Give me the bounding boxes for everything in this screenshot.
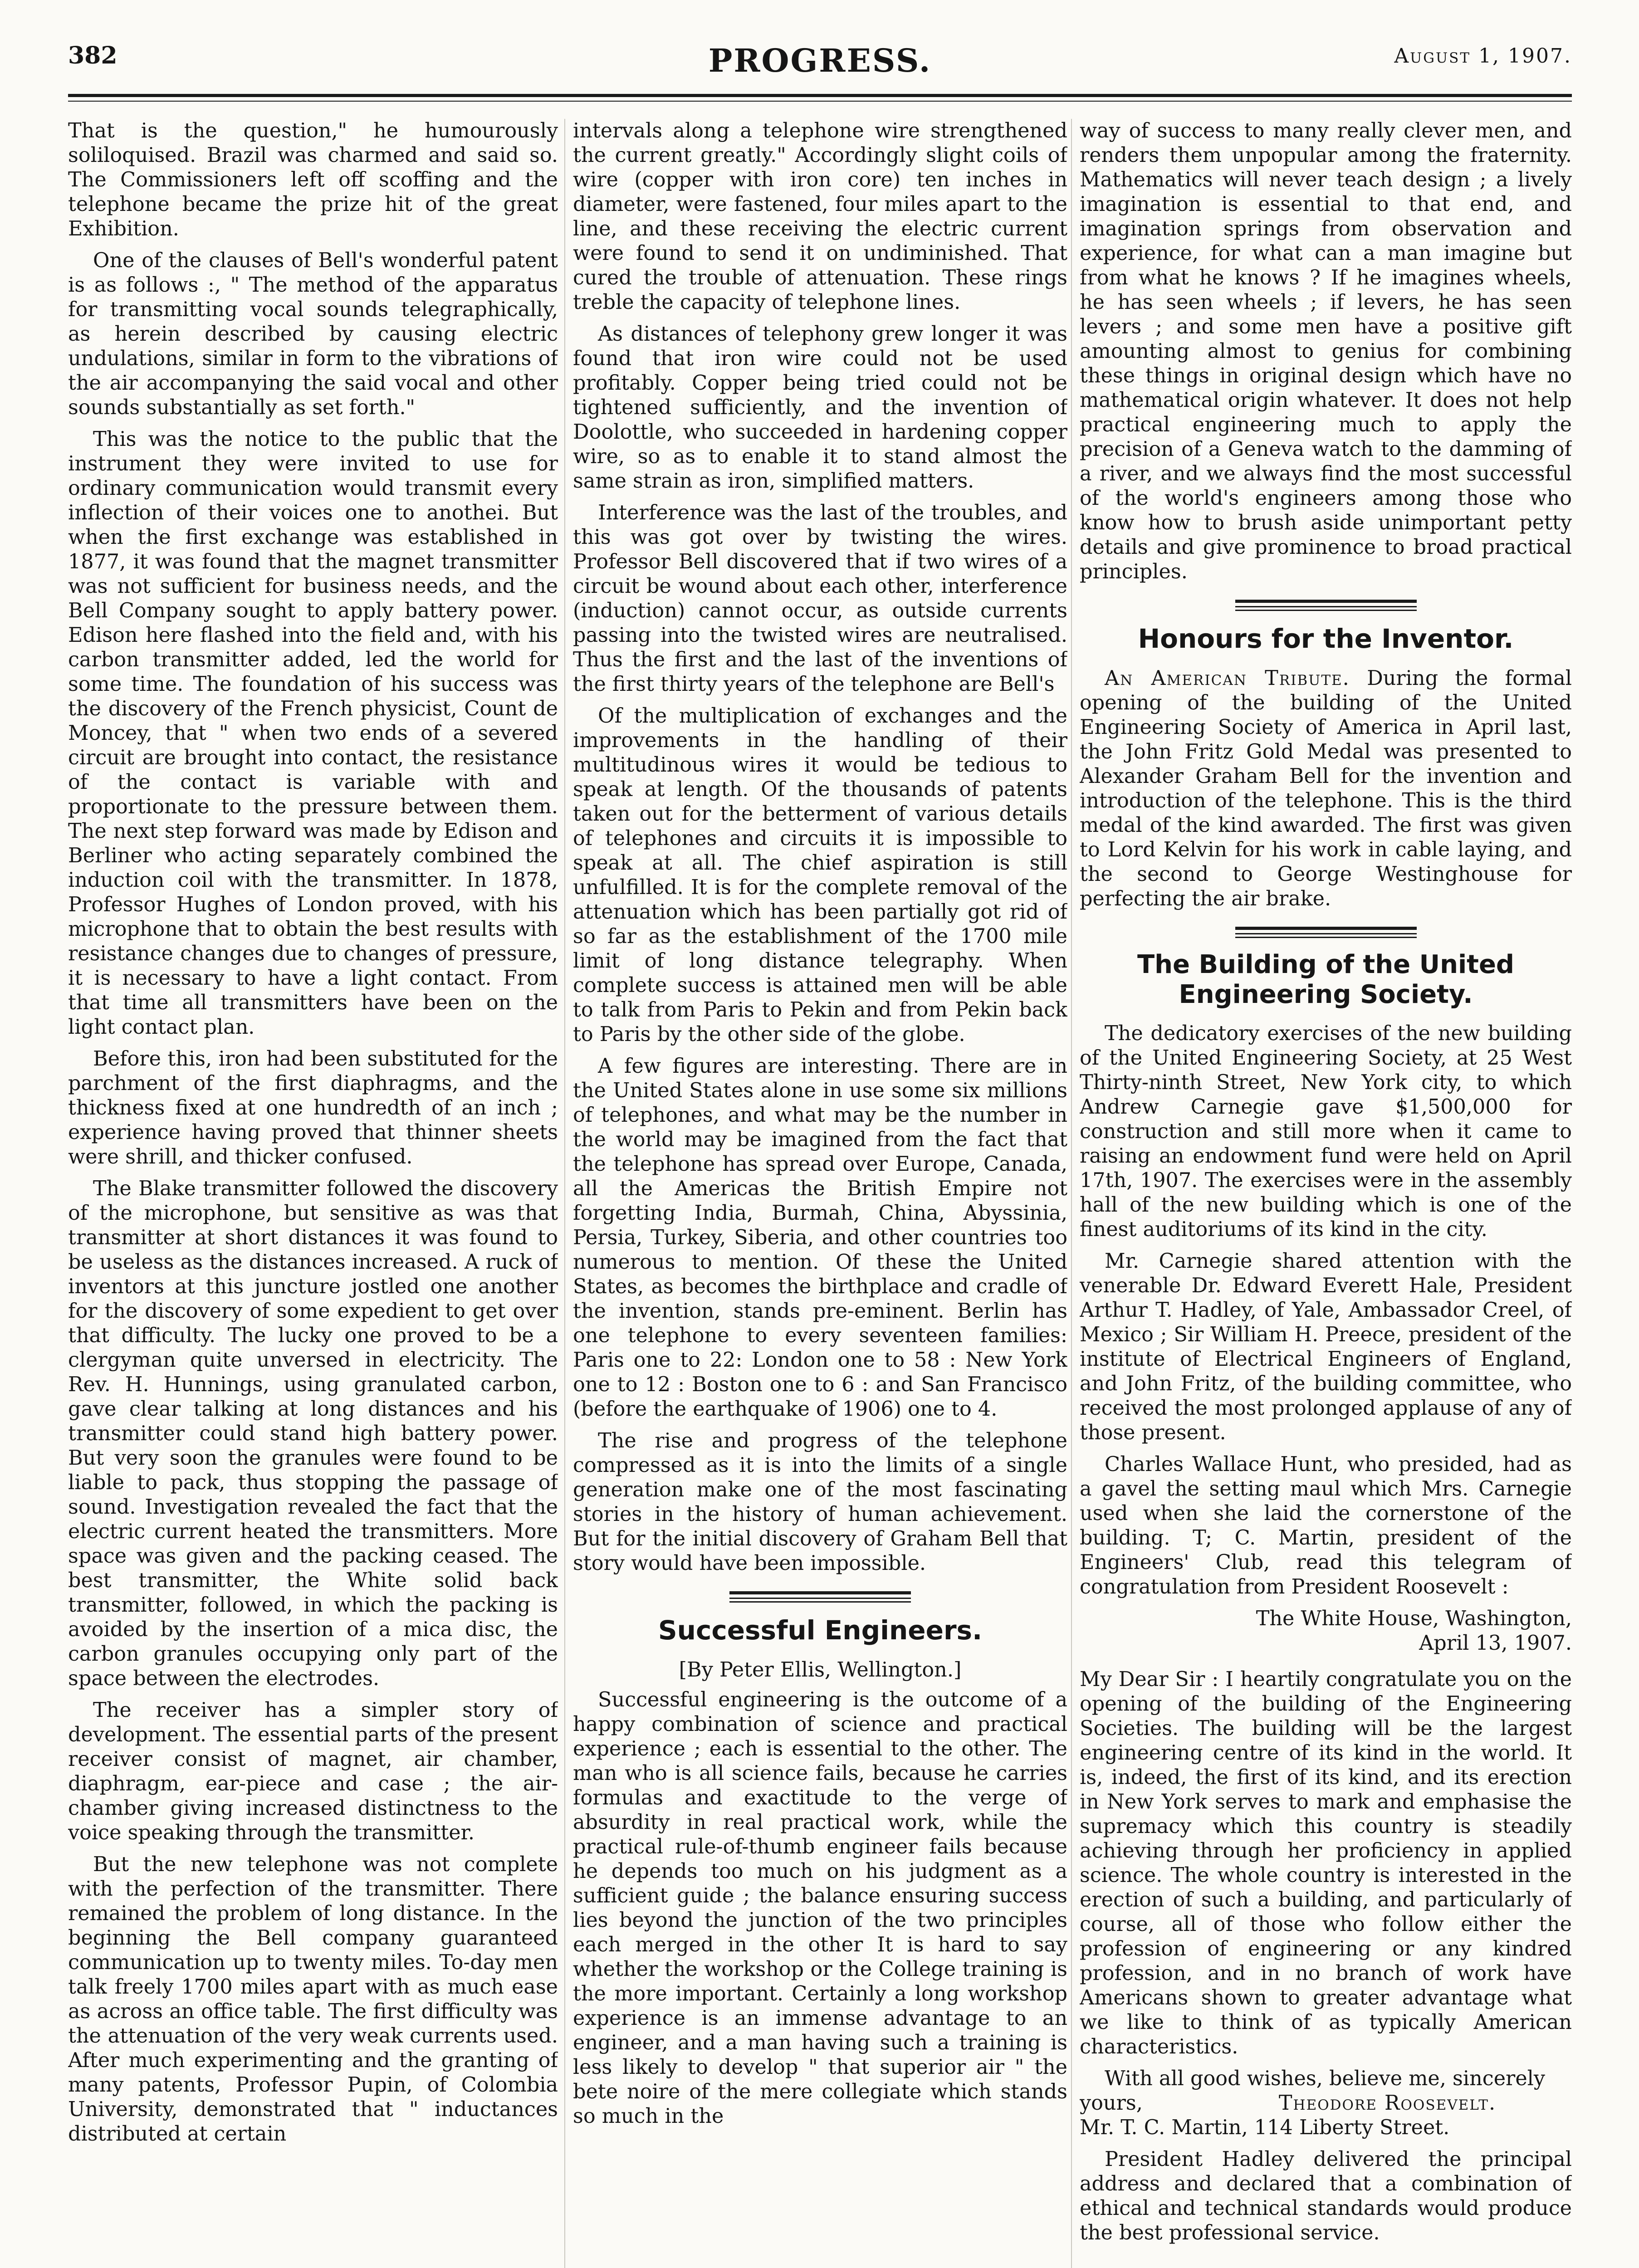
paragraph <box>1080 666 1572 911</box>
paragraph: Of the multiplication of exchanges and the improvements in the handling of their multitudinous wires it would be tedious to speak at length. Of the thousands of patents taken out for the betterment of various details of telephones and circuits it is impossible to speak at all. The chief aspiration is still unfulfilled. It is for the complete removal of the attenuation which has been partially got rid of so far as the establishment of the 1700 mile limit of long distance telegraphy. When complete success is attained men will be able to talk from Paris to Pekin and from Pekin back to Paris by the other side of the globe. <box>573 704 1067 1046</box>
paragraph: Successful engineering is the outcome of a happy combination of science and practical experience ; each is essential to the other. The man who is all science fails, because he carries formulas and exactitude to the verge of absurdity in real practical work, while the practical rule-of-thumb engineer fails because he depends too much on his judgment as a sufficient guide ; the balance ensuring success lies beyond the junction of the two principles each merged in the other It is hard to say whether the workshop or the College training is the more important. Certainly a long workshop experience is an immense advantage to an engineer, and a man having such a training is less likely to develop " that superior air " the bete noire of the mere collegiate which stands so much in the <box>573 1688 1067 2128</box>
issue-date: August 1, 1907. <box>1394 44 1572 68</box>
paragraph: Before this, iron had been substituted for the parchment of the first diaphragms, and the thickness fixed at one hundredth of an inch ; experience having proved that thinner sheets were shrill, and thicker confused. <box>68 1047 558 1168</box>
journal-title: PROGRESS. <box>708 42 932 79</box>
signature: Theodore Roosevelt. <box>1278 2092 1497 2115</box>
letter-closing: With all good wishes, believe me, sincerely <box>1105 2067 1546 2090</box>
paragraph: Charles Wallace Hunt, who presided, had as a gavel the setting maul which Mrs. Carnegie used when she laid the cornerstone of the building. T; C. Martin, president of the Engineers' Club, read this telegram of congratulation from President Roosevelt : <box>1080 1453 1572 1598</box>
yours: yours, <box>1080 2092 1143 2115</box>
signature-line <box>1080 2091 1572 2116</box>
paragraph: The receiver has a simpler story of development. The essential parts of the present receiver consist of magnet, air chamber, diaphragm, ear-piece and case ; the air-chamber giving increased distinctness to the voice speaking through the transmitter. <box>68 1699 558 1844</box>
article-heading: The Building of the United Engineering Society. <box>1137 950 1515 1009</box>
paragraph: One of the clauses of Bell's wonderful patent is as follows :, " The method of the apparatus for transmitting vocal sounds telegraphically, as herein described by causing electric undulations, similar in form to the vibrations of the air accompanying the said vocal and other sounds substantially as set forth." <box>68 249 558 419</box>
paragraph: The Blake transmitter followed the discovery of the microphone, but sensitive as was that transmitter at short distances it was found to be useless as the distances increased. A ruck of inventors at this juncture jostled one another for the discovery of some expedient to get over that difficulty. The lucky one proved to be a clergyman quite unversed in electricity. The Rev. H. Hunnings, using granulated carbon, gave clear talking at long distances and his transmitter could stand high battery power. But very soon the granules were found to be liable to pack, thus stopping the passage of sound. Investigation revealed the fact that the electric current heated the transmitters. More space was given and the packing ceased. The best transmitter, the White solid back transmitter, followed, in which the packing is avoided by the insertion of a mica disc, the carbon granules occupying only part of the space between the electrodes. <box>68 1177 558 1690</box>
page-number: 382 <box>68 42 117 69</box>
paragraph: This was the notice to the public that the instrument they were invited to use for ordinary communication would transmit every inflection of their voices one to anothei. But when the first exchange was established in 1877, it was found that the magnet transmitter was not sufficient for business needs, and the Bell Company sought to apply battery power. Edison here flashed into the field and, with his carbon transmitter added, led the world for some time. The foundation of his success was the discovery of the French physicist, Count de Moncey, that " when two ends of a severed circuit are brought into contact, the resistance of the contact is variable with and proportionate to the pressure between them. The next step forward was made by Edison and Berliner who acting separately combined the induction coil with the transmitter. In 1878, Professor Hughes of London proved, with his microphone that to obtain the best results with resistance changes due to changes of pressure, it is necessary to have a light contact. From that time all transmitters have been on the light contact plan. <box>68 428 558 1039</box>
column-1 <box>68 119 558 2268</box>
letter-body: My Dear Sir : I heartily congratulate you on the opening of the building of the Engineering Societies. The building will be the largest engineering centre of its kind in the world. It is, indeed, the first of its kind, and its erection in New York serves to mark and emphasise the supremacy which this country is steadily achieving through her proficiency in applied science. The whole country is interested in the erection of such a building, and particularly of course, all of those who follow either the profession of engineering or any kindred profession, and in no branch of work have Americans shown to greater advantage what we like to think of as typically American characteristics. <box>1080 1668 1572 2058</box>
paragraph: intervals along a telephone wire strengthened the current greatly." Accordingly slight coils of wire (copper with iron core) ten inches in diameter, were fastened, four miles apart to the line, and these receiving the electric current were found to send it on undiminished. That cured the trouble of attenuation. These rings treble the capacity of telephone lines. <box>573 119 1067 314</box>
column-3 <box>1080 119 1572 2268</box>
article-heading: Honours for the Inventor. <box>1138 623 1514 654</box>
paragraph: The rise and progress of the telephone compressed as it is into the limits of a single generation make one of the most fascinating stories in the history of human achievement. But for the initial discovery of Graham Bell that story would have been impossible. <box>573 1429 1067 1575</box>
paragraph: That is the question," he humourously soliloquised. Brazil was charmed and said so. The Commissioners left off scoffing and the telephone became the prize hit of the great Exhibition. <box>68 119 558 240</box>
section-divider <box>1235 600 1417 611</box>
header-rule-thick <box>68 94 1572 97</box>
paragraph: Mr. Carnegie shared attention with the venerable Dr. Edward Everett Hale, President Arthur T. Hadley, of Yale, Ambassador Creel, of Mexico ; Sir William H. Preece, president of the institute of Electrical Engineers of England, and John Fritz, of the building committee, who received the most prolonged applause of any of those present. <box>1080 1250 1572 1444</box>
letter-date: April 13, 1907. <box>1419 1632 1572 1655</box>
column-2 <box>573 119 1067 2268</box>
letter-place: The White House, Washington, <box>1256 1607 1572 1630</box>
page-header <box>68 42 1572 92</box>
tribute-text: During the formal opening of the building of the United Engineering Society of America in April last, the John Fritz Gold Medal was presented to Alexander Graham Bell for the invention and introduction of the telephone. This is the third medal of the kind awarded. The first was given to Lord Kelvin for his work in cable laying, and the second to George Westinghouse for perfecting the air brake. <box>1080 667 1572 910</box>
paragraph: Interference was the last of the troubles, and this was got over by twisting the wires. Professor Bell discovered that if two wires of a circuit be wound about each other, interference (induction) cannot occur, as outside currents passing into the twisted wires are neutralised. Thus the first and the last of the inventions of the first thirty years of the telephone are Bell's <box>573 501 1067 696</box>
paragraph: As distances of telephony grew longer it was found that iron wire could not be used profitably. Copper being tried could not be tightened sufficiently, and the invention of Doolottle, who succeeded in hardening copper wire, so as to enable it to stand almost the same strain as iron, simplified matters. <box>573 323 1067 493</box>
section-divider <box>729 1591 911 1603</box>
header-rule-thin <box>68 101 1572 102</box>
byline: [By Peter Ellis, Wellington.] <box>679 1658 962 1681</box>
paragraph: way of success to many really clever men, and renders them unpopular among the fraternity. Mathematics will never teach design ; a lively imagination is essential to that end, and imagination springs from observation and experience, for what can a man imagine but from what he knows ? If he imagines wheels, he has seen wheels ; if levers, he has seen levers ; and some men have a positive gift amounting almost to genius for combining these things in original design which have no mathematical origin whatever. It does not help practical engineering much to apply the precision of a Geneva watch to the damming of a river, and we always find the most successful of the world's engineers among those who know how to brush aside unimportant petty details and give prominence to broad practical principles. <box>1080 119 1572 583</box>
paragraph: But the new telephone was not complete with the perfection of the transmitter. There remained the problem of long distance. In the beginning the Bell company guaranteed communication up to twenty miles. To-day men talk freely 1700 miles apart with as much ease as across an office table. The first difficulty was the attenuation of the very weak currents used. After much experimenting and the granting of many patents, Professor Pupin, of Colombia University, demonstrated that " inductances distributed at certain <box>68 1853 558 2146</box>
section-divider <box>1235 927 1417 938</box>
address-line: Mr. T. C. Martin, 114 Liberty Street. <box>1080 2116 1450 2139</box>
tribute-lead: An American Tribute. <box>1105 667 1350 690</box>
article-heading: Successful Engineers. <box>658 1615 983 1646</box>
column-gutter-1 <box>564 119 565 2268</box>
paragraph: President Hadley delivered the principal address and declared that a combination of ethical and technical standards would produce the best professional service. <box>1080 2148 1572 2244</box>
column-gutter-2 <box>1071 119 1072 2268</box>
paragraph: The dedicatory exercises of the new building of the United Engineering Society, at 25 West Thirty-ninth Street, New York city, to which Andrew Carnegie gave $1,500,000 for construction and still more when it came to raising an endowment fund were held on April 17th, 1907. The exercises were in the assembly hall of the new building which is one of the finest auditoriums of its kind in the city. <box>1080 1022 1572 1241</box>
paragraph: A few figures are interesting. There are in the United States alone in use some six millions of telephones, and what may be the number in the world may be imagined from the fact that the telephone has spread over Europe, Canada, all the Americas the British Empire not forgetting India, Burmah, China, Abyssinia, Persia, Turkey, Siberia, and other countries too numerous to mention. Of these the United States, as becomes the birthplace and cradle of the invention, stands pre-eminent. Berlin has one telephone to every seventeen families: Paris one to 22: London one to 58 : New York one to 12 : Boston one to 6 : and San Francisco (before the earthquake of 1906) one to 4. <box>573 1055 1067 1421</box>
